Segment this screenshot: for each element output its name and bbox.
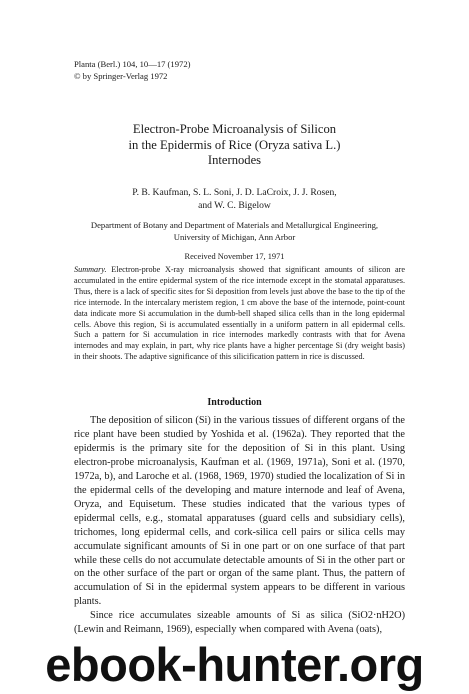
title-line-1: Electron-Probe Microanalysis of Silicon	[132, 122, 337, 136]
journal-line: Planta (Berl.) 104, 10—17 (1972)	[74, 59, 191, 69]
author-list	[40, 186, 429, 212]
journal-citation	[74, 58, 190, 82]
summary-text: Electron-probe X-ray microanalysis showed that significant amounts of silicon are accumulated in the entire epidermal system of the rice internode except in the stomatal apparatuses. Thus, there is a lack of specific sites for Si deposition from levels just above the base to the tip of the rice internode. In the intercalary meristem region, 1 cm above the base of the internode, point-count data indicate more Si accumulation in the dumb-bell shaped silica cells than in the long epidermal cells. Above this region, Si is accumulated essentially in a uniform pattern in all epidermal cells. Such a pattern for Si accumulation in rice internodes markedly contrasts with that for Avena internodes and may explain, in part, why rice plants have a higher percentage Si (dry weight basis) in their shoots. The adaptive significance of this silicification pattern in rice is discussed.	[74, 265, 405, 362]
title-line-2: in the Epidermis of Rice (Oryza sativa L.)	[128, 137, 341, 152]
affiliation-line-2: University of Michigan, Ann Arbor	[173, 231, 296, 242]
copyright-line: © by Springer-Verlag 1972	[74, 71, 168, 81]
watermark-text: ebook-hunter.org	[45, 638, 424, 691]
section-heading-introduction: Introduction	[207, 397, 262, 408]
introduction-paragraph-2: Since rice accumulates sizeable amounts of Si as silica (SiO2·nH2O) (Lewin and Reimann, 1969), especially when compared with Avena (oats),	[74, 610, 405, 636]
paper-title	[40, 122, 429, 169]
summary-label: Summary.	[74, 265, 107, 274]
title-line-3: Internodes	[207, 153, 262, 167]
introduction-body	[74, 414, 405, 637]
affiliation	[40, 220, 429, 243]
authors-line-1: P. B. Kaufman, S. L. Soni, J. D. LaCroix, J. J. Rosen,	[132, 187, 337, 198]
introduction-paragraph-1: The deposition of silicon (Si) in the various tissues of different organs of the rice plant have been studied by Yoshida et al. (1962a). They reported that the epidermis is the primary site for the deposition of Si in this plant. Using electron-probe microanalysis, Kaufman et al. (1969, 1971a), Soni et al. (1970, 1972a, b), and Laroche et al. (1968, 1969, 1970) studied the localization of Si in the epidermal cells of the developing and mature internode and leaf of Avena, Oryza, and Equisetum. These studies indicated that the various types of epidermal cells, e.g., stomatal apparatuses (guard cells and subsidiary cells), trichomes, long epidermal cells, and cork-silica cell pairs or silica cells may accumulate significant amounts of Si in one part or on one surface of that part while these cells do not accumulate detectable amounts of Si in the other part or on the other surface of the part or organ of the same plant. Thus, the pattern of accumulation of Si in the epidermal system appears to be different in various plants.	[74, 415, 405, 608]
affiliation-line-1: Department of Botany and Department of Materials and Metallurgical Engineering,	[90, 220, 379, 230]
authors-line-2: and W. C. Bigelow	[198, 200, 271, 211]
received-date: Received November 17, 1971	[184, 252, 285, 261]
summary-abstract	[74, 265, 405, 363]
